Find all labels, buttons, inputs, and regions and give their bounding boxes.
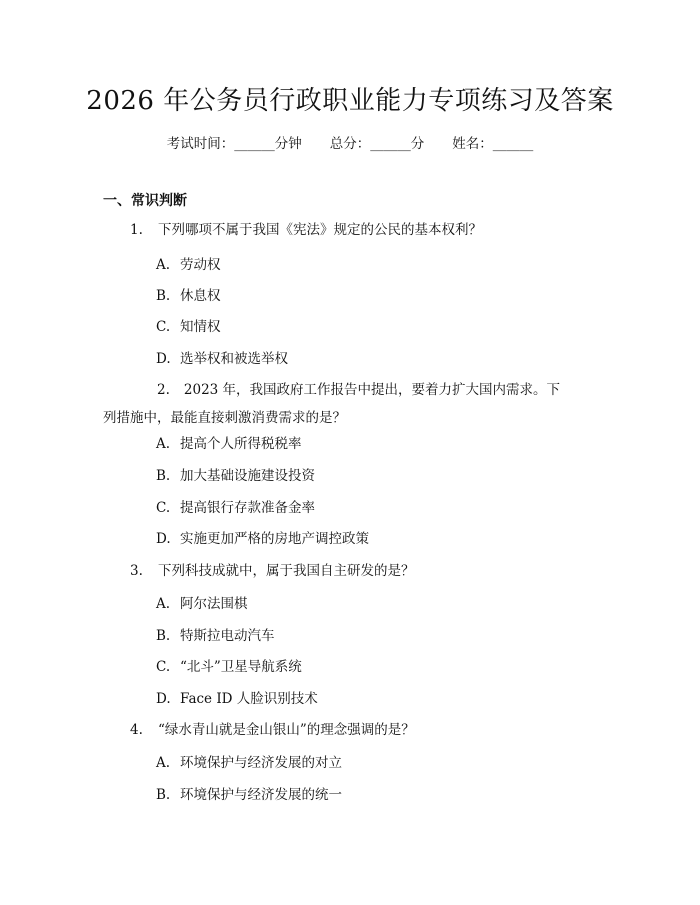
option-letter: B. [156,628,171,644]
question-text: 2023 年，我国政府工作报告中提出，要着力扩大国内需求。下列措施中，最能直接刺激消费需求的是？ [103,382,561,426]
question-3-option-d [156,689,318,709]
question-1-option-a [156,255,221,275]
option-text: 阿尔法围棋 [180,596,248,612]
option-text: 休息权 [180,288,221,304]
option-text: 提高银行存款准备金率 [180,500,315,516]
question-1 [103,216,573,244]
option-letter: C. [156,659,171,675]
question-4-option-b [156,785,342,805]
option-letter: D. [156,691,171,707]
option-letter: A. [156,596,171,612]
option-letter: A. [156,755,171,771]
question-1-option-b [156,286,221,306]
option-text: 特斯拉电动汽车 [180,628,275,644]
option-text: “北斗”卫星导航系统 [180,659,302,675]
question-text: 下列科技成就中，属于我国自主研发的是？ [158,563,415,579]
question-1-option-d [156,349,288,369]
option-text: Face ID 人脸识别技术 [180,691,318,707]
question-3-option-b [156,626,275,646]
option-text: 环境保护与经济发展的对立 [180,755,342,771]
option-letter: C. [156,500,171,516]
question-2-option-c [156,498,315,518]
option-letter: C. [156,319,171,335]
name-field: 姓名：______ [452,136,534,152]
exam-meta [0,132,700,152]
question-4-option-a [156,753,342,773]
question-2-option-d [156,529,369,549]
question-number: 1. [130,222,143,238]
question-2-option-b [156,466,315,486]
option-letter: D. [156,351,171,367]
option-letter: B. [156,468,171,484]
question-text: 下列哪项不属于我国《宪法》规定的公民的基本权利？ [158,222,482,238]
question-1-option-c [156,317,221,337]
option-text: 提高个人所得税税率 [180,436,302,452]
option-text: 实施更加严格的房地产调控政策 [180,531,369,547]
option-text: 知情权 [180,319,221,335]
question-text: “绿水青山就是金山银山”的理念强调的是？ [158,722,415,738]
question-3-option-a [156,594,248,614]
question-number: 4. [130,722,143,738]
option-letter: B. [156,787,171,803]
question-number: 2. [157,382,170,398]
question-3-option-c [156,657,302,677]
question-3 [103,557,573,585]
question-number: 3. [130,563,143,579]
option-letter: D. [156,531,171,547]
option-letter: A. [156,257,171,273]
section-title: 一、常识判断 [103,193,187,209]
page-title: 2026 年公务员行政职业能力专项练习及答案 [86,86,614,116]
question-4 [103,716,573,744]
option-letter: B. [156,288,171,304]
question-2-option-a [156,434,302,454]
exam-time-field: 考试时间：______分钟 [166,136,302,152]
question-2 [103,376,573,432]
total-score-field: 总分：______分 [329,136,425,152]
option-text: 加大基础设施建设投资 [180,468,315,484]
option-text: 选举权和被选举权 [180,351,288,367]
option-text: 环境保护与经济发展的统一 [180,787,342,803]
option-letter: A. [156,436,171,452]
option-text: 劳动权 [180,257,221,273]
